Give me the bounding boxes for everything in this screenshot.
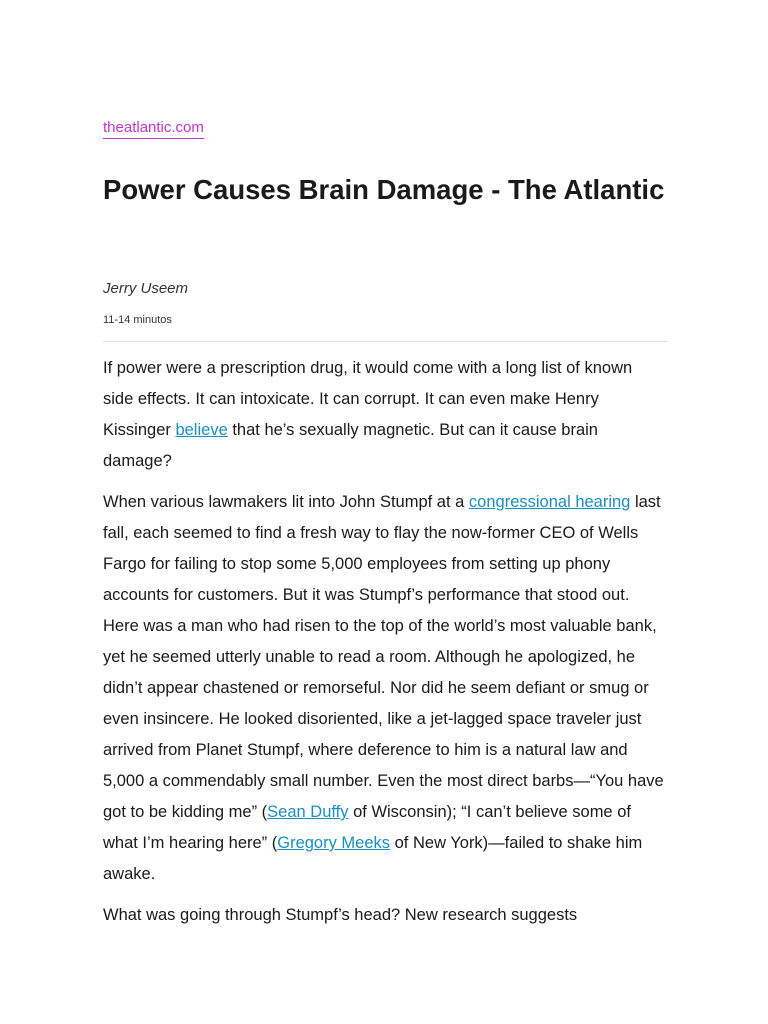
- article-body: [103, 353, 667, 941]
- paragraph: [103, 353, 667, 477]
- paragraph-text: of New York)—failed to shake him awake.: [103, 834, 643, 883]
- header-divider: [103, 341, 667, 342]
- sean-duffy-link[interactable]: Sean Duffy: [267, 803, 349, 821]
- paragraph-text: of Wisconsin); “I can’t believe some of what I’m hearing here” (: [103, 803, 631, 852]
- paragraph-text: that he’s sexually magnetic. But can it cause brain damage?: [103, 421, 598, 470]
- paragraph-text: If power were a prescription drug, it would come with a long list of known side effects. It can intoxicate. It can corrupt. It can even make Henry Kissinger: [103, 359, 633, 439]
- believe-link[interactable]: believe: [175, 421, 228, 439]
- article-title: Power Causes Brain Damage - The Atlantic: [103, 174, 665, 205]
- paragraph-text: last fall, each seemed to find a fresh way to flay the now-former CEO of Wells Fargo for failing to stop some 5,000 employees from setting up phony accounts for customers. But it was Stumpf’s performance that stood out. Here was a man who had risen to the top of the world’s most valuable bank, yet he seemed utterly unable to read a room. Although he apologized, he didn’t appear chastened or remorseful. Nor did he seem defiant or smug or even insincere. He looked disoriented, like a jet-lagged space traveler just arrived from Planet Stumpf, where deference to him is a natural law and 5,000 a commendably small number. Even the most direct barbs—“You have got to be kidding me” (: [103, 493, 664, 821]
- gregory-meeks-link[interactable]: Gregory Meeks: [277, 834, 391, 852]
- source-link[interactable]: theatlantic.com: [103, 119, 204, 139]
- article-author: Jerry Useem: [103, 280, 189, 297]
- paragraph: [103, 487, 667, 890]
- paragraph: [103, 900, 667, 931]
- paragraph-text: When various lawmakers lit into John Stumpf at a: [103, 493, 469, 511]
- read-time: 11-14 minutos: [103, 314, 172, 326]
- congressional-hearing-link[interactable]: congressional hearing: [468, 493, 631, 511]
- paragraph-text: What was going through Stumpf’s head? New research suggests: [103, 906, 578, 924]
